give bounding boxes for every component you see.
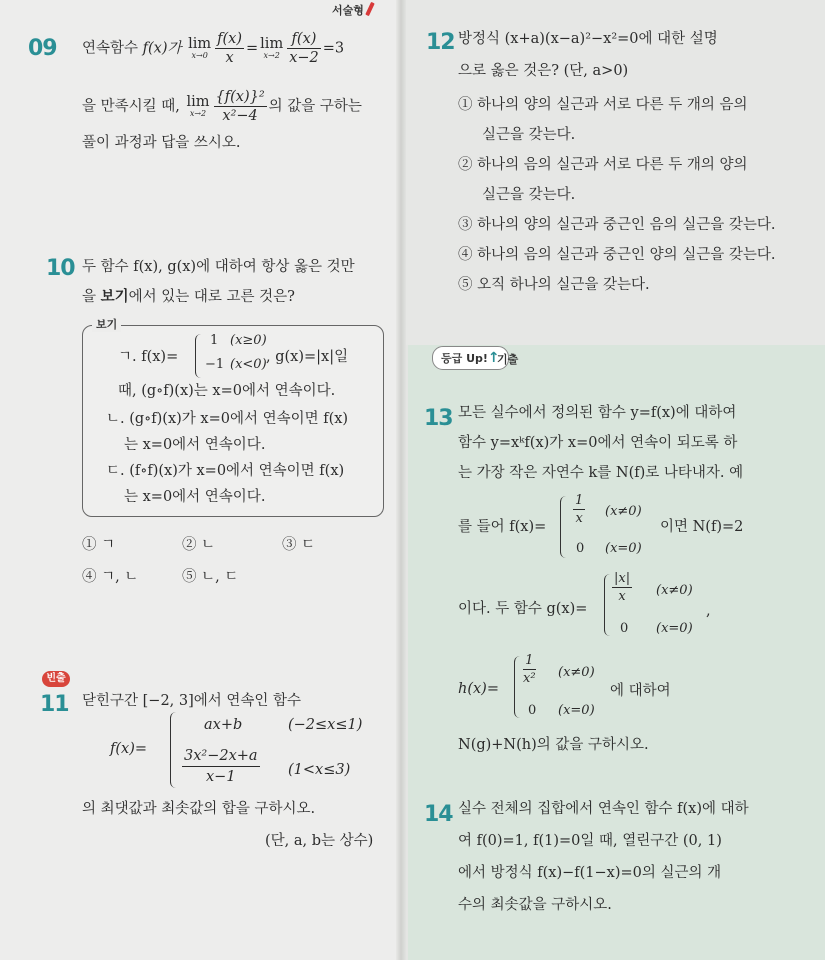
q10-line2-suffix: 에서 있는 대로 고른 것은? [128, 289, 295, 305]
q13-g-prefix: 이다. 두 함수 g(x)= [458, 601, 588, 617]
q13-h-case2-val: 0 [528, 703, 537, 718]
q13-g-case2-cond: (x=0) [656, 621, 693, 636]
q09-line2 [82, 88, 362, 125]
frac-den: x [573, 509, 585, 527]
q12-option-1-cont: 실근을 갖는다. [482, 127, 576, 143]
q13-h-case1-frac [523, 652, 536, 687]
q12-option-2[interactable]: ② 하나의 음의 실근과 서로 다른 두 개의 양의 [458, 157, 748, 173]
q10-line1: 두 함수 f(x), g(x)에 대하여 항상 옳은 것만 [82, 259, 355, 275]
q13-h-case1-cond: (x≠0) [558, 665, 595, 680]
q09-line2-suffix: 의 값을 구하는 [268, 98, 362, 115]
q10-number: 10 [46, 256, 75, 281]
frac-den: x [612, 587, 632, 605]
q10-line2-prefix: 을 [82, 289, 97, 305]
q12-option-1[interactable]: ① 하나의 양의 실근과 서로 다른 두 개의 음의 [458, 97, 748, 113]
book-gutter [396, 0, 406, 960]
q09-lim2 [260, 37, 283, 61]
q13-h-prefix: h(x)= [458, 681, 499, 697]
q10-item-a-prefix: ㄱ. f(x)= [118, 349, 179, 365]
q13-g-suffix: , [706, 603, 711, 619]
frac-num: 1 [575, 493, 584, 508]
q12-line2: 으로 옳은 것은? (단, a>0) [458, 63, 629, 79]
q11-case1-val: ax+b [204, 717, 243, 733]
lim-sub: x→2 [263, 50, 280, 60]
q10-option-1[interactable]: ① ㄱ [82, 537, 116, 553]
q11-case2-cond: (1<x≤3) [288, 762, 351, 778]
q14-number: 14 [424, 802, 453, 827]
q10-item-a-suffix: , g(x)=|x|일 [266, 349, 349, 365]
q13-last: N(g)+N(h)의 값을 구하시오. [458, 737, 649, 753]
q09-frac3 [214, 88, 267, 125]
q14-line3: 에서 방정식 f(x)−f(1−x)=0의 실근의 개 [458, 865, 722, 881]
q13-line3: 는 가장 작은 자연수 k를 N(f)로 나타내자. 예 [458, 465, 744, 481]
frac-num: f(x) [217, 31, 243, 47]
lim-text: lim [260, 35, 284, 52]
lim-sub: x→2 [189, 108, 207, 118]
lim-text: lim [188, 35, 212, 52]
q09-frac2 [287, 30, 321, 67]
q09-result: =3 [322, 40, 345, 57]
frac-num: {f(x)}² [215, 89, 265, 105]
frac-den: x²−4 [214, 106, 267, 125]
frac-num: 3x²−2x+a [184, 748, 258, 764]
q09-func: f(x)가 [142, 40, 182, 57]
q12-option-2-cont: 실근을 갖는다. [482, 187, 576, 203]
frac-den: x−2 [289, 50, 319, 66]
q12-line1: 방정식 (x+a)(x−a)²−x²=0에 대한 설명 [458, 31, 718, 47]
q13-line1: 모든 실수에서 정의된 함수 y=f(x)에 대하여 [458, 405, 737, 421]
bogi-label: 보기 [92, 316, 121, 332]
q13-h-case2-cond: (x=0) [558, 703, 595, 718]
q13-line2: 함수 y=xᵏf(x)가 x=0에서 연속이 되도록 하 [458, 435, 738, 451]
q09-eq: = [246, 40, 259, 57]
past-exam-label: 기출 [497, 353, 519, 366]
q13-ex-case1-frac [573, 492, 585, 527]
frac-den: x−1 [182, 766, 260, 787]
q11-case-brace [170, 712, 181, 788]
q11-note: (단, a, b는 상수) [265, 833, 374, 849]
q10-item-b-line2: 는 x=0에서 연속이다. [124, 437, 266, 453]
q12-number: 12 [426, 30, 455, 55]
grade-up-label: 등급 Up! [441, 352, 488, 365]
q11-case2-frac [182, 746, 260, 787]
frequent-badge: 빈출 [42, 671, 70, 687]
up-arrow-icon: ↑ [487, 350, 500, 366]
q14-line2: 여 f(0)=1, f(1)=0일 때, 열린구간 (0, 1) [458, 833, 722, 849]
q12-option-3[interactable]: ③ 하나의 양의 실근과 중근인 음의 실근을 갖는다. [458, 217, 776, 233]
q14-line4: 수의 최솟값을 구하시오. [458, 897, 612, 913]
q13-h-suffix: 에 대하여 [610, 683, 671, 699]
q10-line2 [82, 282, 295, 312]
q11-line1: 닫힌구간 [−2, 3]에서 연속인 함수 [82, 693, 302, 709]
q13-ex-case1-cond: (x≠0) [605, 504, 642, 519]
q09-line2-prefix: 을 만족시킬 때, [82, 98, 180, 115]
q11-line3: 의 최댓값과 최솟값의 합을 구하시오. [82, 801, 316, 817]
q10-case2-cond: (x<0) [230, 357, 267, 372]
q09-prefix: 연속함수 [82, 40, 139, 57]
q10-option-3[interactable]: ③ ㄷ [282, 537, 316, 553]
q10-item-c-line2: 는 x=0에서 연속이다. [124, 489, 266, 505]
q09-lim3 [186, 95, 209, 119]
q13-number: 13 [424, 406, 453, 431]
q10-case1-cond: (x≥0) [230, 333, 267, 348]
q09-lim1 [188, 37, 211, 61]
q09-line3: 풀이 과정과 답을 쓰시오. [82, 135, 241, 151]
q10-item-a-line2: 때, (g∘f)(x)는 x=0에서 연속이다. [118, 383, 336, 399]
q09-line1 [82, 30, 344, 67]
q09-number: 09 [28, 36, 57, 61]
q10-case2-val: −1 [205, 357, 225, 372]
frac-num: |x| [614, 571, 631, 586]
q14-line1: 실수 전체의 집합에서 연속인 함수 f(x)에 대하 [458, 801, 749, 817]
q10-item-c-line1: ㄷ. (f∘f)(x)가 x=0에서 연속이면 f(x) [106, 463, 345, 479]
q11-case1-cond: (−2≤x≤1) [288, 717, 363, 733]
q13-g-case2-val: 0 [620, 621, 629, 636]
q11-number: 11 [40, 692, 69, 717]
q11-func-label: f(x)= [110, 741, 148, 757]
essay-tag: 서술형 [332, 2, 372, 18]
q10-case1-val: 1 [210, 333, 219, 348]
q09-frac1 [215, 30, 244, 67]
q12-option-4[interactable]: ④ 하나의 음의 실근과 중근인 양의 실근을 갖는다. [458, 247, 776, 263]
q13-g-case1-cond: (x≠0) [656, 583, 693, 598]
q13-ex-case2-cond: (x=0) [605, 541, 642, 556]
q10-bogi-ref: 보기 [100, 288, 129, 305]
lim-text: lim [186, 93, 210, 110]
q13-example-suffix: 이면 N(f)=2 [660, 519, 744, 535]
q12-option-5[interactable]: ⑤ 오직 하나의 실근을 갖는다. [458, 277, 650, 293]
q10-option-4[interactable]: ④ ㄱ, ㄴ [82, 569, 139, 585]
frac-num: f(x) [291, 31, 317, 47]
q10-item-a [118, 342, 178, 372]
frac-num: 1 [525, 653, 534, 668]
q13-g-case1-frac [612, 570, 632, 605]
q10-item-b-line1: ㄴ. (g∘f)(x)가 x=0에서 연속이면 f(x) [106, 411, 349, 427]
q13-example-prefix: 를 들어 f(x)= [458, 519, 547, 535]
q10-case-brace [195, 334, 204, 378]
frac-den: x [215, 48, 244, 67]
q13-ex-brace [560, 496, 569, 558]
lim-sub: x→0 [191, 50, 208, 60]
q10-option-2[interactable]: ② ㄴ [182, 537, 216, 553]
q13-h-brace [514, 656, 523, 718]
q13-ex-case2-val: 0 [576, 541, 585, 556]
frac-den: x² [523, 671, 536, 686]
q10-option-5[interactable]: ⑤ ㄴ, ㄷ [182, 569, 239, 585]
